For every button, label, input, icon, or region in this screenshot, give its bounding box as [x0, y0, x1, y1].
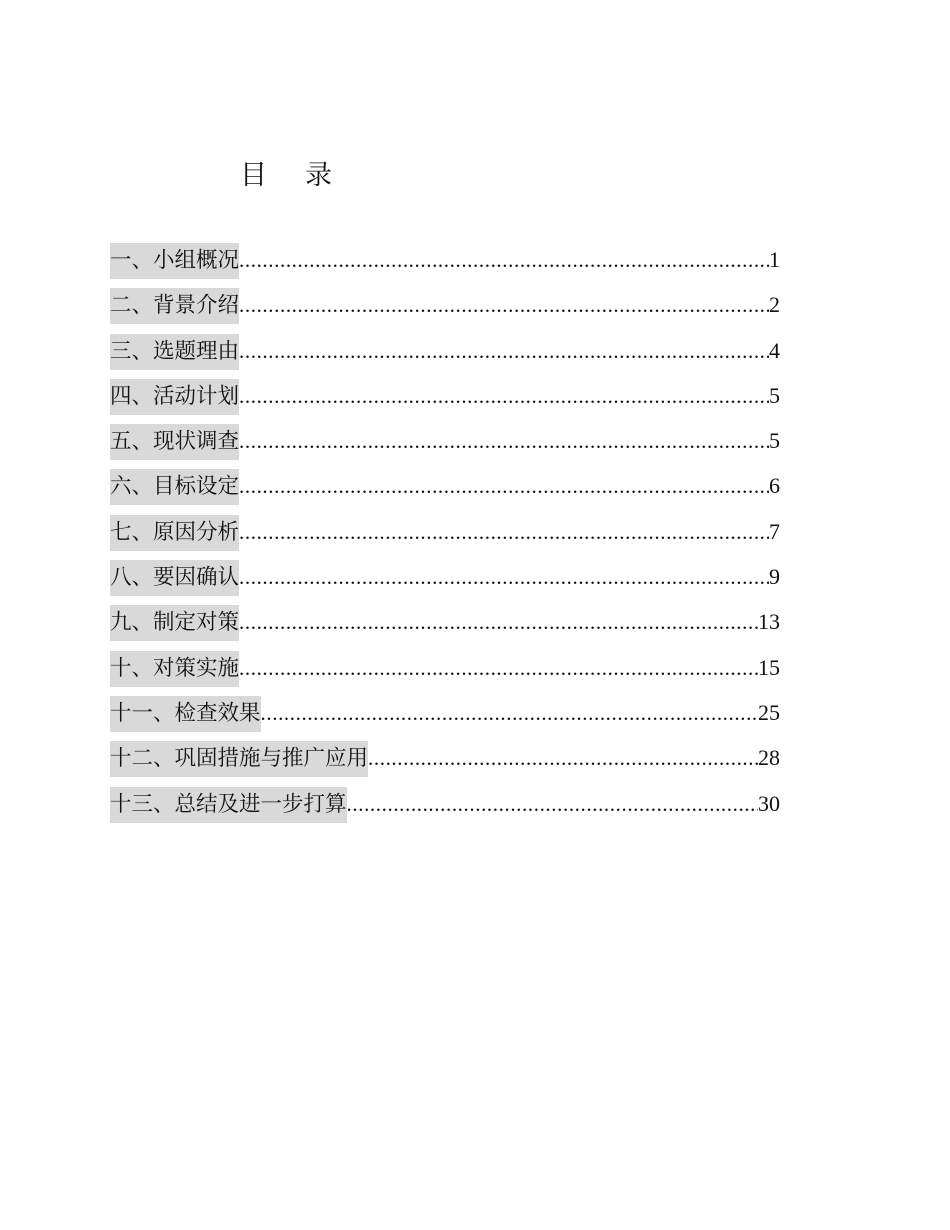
toc-dot-leader	[239, 423, 769, 459]
toc-page-number: 28	[758, 745, 780, 771]
toc-entry[interactable]	[110, 468, 780, 513]
toc-page-number: 1	[769, 247, 780, 272]
toc-entry-label: 十二、巩固措施与推广应用	[110, 741, 368, 777]
toc-entry[interactable]	[110, 604, 780, 649]
toc-title-char: 目	[240, 160, 305, 191]
toc-entry-label: 六、目标设定	[110, 469, 239, 505]
toc-dot-leader	[239, 333, 769, 369]
toc-entry-label: 三、选题理由	[110, 334, 239, 370]
toc-entry[interactable]	[110, 242, 780, 287]
toc-entry[interactable]	[110, 740, 780, 785]
toc-entry-label: 十一、检查效果	[110, 696, 261, 732]
toc-entry[interactable]	[110, 423, 780, 468]
toc-dot-leader	[239, 378, 769, 414]
table-of-contents	[110, 242, 780, 831]
toc-page-number: 15	[758, 654, 780, 680]
toc-entry-label: 一、小组概况	[110, 243, 239, 279]
toc-dot-leader	[239, 650, 758, 686]
toc-entry[interactable]	[110, 695, 780, 740]
toc-title-char: 录	[305, 160, 370, 191]
toc-page-number: 2	[769, 292, 780, 318]
toc-entry[interactable]	[110, 559, 780, 604]
toc-entry[interactable]	[110, 786, 780, 831]
toc-dot-leader	[239, 468, 769, 504]
toc-dot-leader	[239, 604, 758, 640]
toc-entry-label: 二、背景介绍	[110, 288, 239, 324]
toc-entry-label: 四、活动计划	[110, 379, 239, 415]
toc-entry-label: 七、原因分析	[110, 515, 239, 551]
toc-page-number: 25	[758, 699, 780, 725]
toc-page-number: 9	[769, 564, 780, 590]
toc-dot-leader	[347, 786, 758, 822]
toc-entry-label: 十、对策实施	[110, 651, 239, 687]
toc-entry[interactable]	[110, 378, 780, 423]
toc-page-number: 4	[769, 337, 780, 363]
toc-page-number: 13	[758, 609, 780, 635]
toc-title	[240, 158, 370, 194]
toc-dot-leader	[261, 695, 758, 731]
toc-page-number: 5	[769, 428, 780, 454]
toc-entry[interactable]	[110, 333, 780, 378]
toc-entry-label: 十三、总结及进一步打算	[110, 787, 347, 823]
toc-entry[interactable]	[110, 650, 780, 695]
toc-entry[interactable]	[110, 514, 780, 559]
toc-dot-leader	[239, 514, 769, 550]
toc-entry-label: 九、制定对策	[110, 605, 239, 641]
toc-page-number: 7	[769, 518, 780, 544]
toc-dot-leader	[239, 559, 769, 595]
toc-page-number: 30	[758, 790, 780, 816]
toc-dot-leader	[368, 740, 758, 776]
toc-dot-leader	[239, 287, 769, 323]
toc-entry[interactable]	[110, 287, 780, 332]
toc-entry-label: 八、要因确认	[110, 560, 239, 596]
toc-page-number: 5	[769, 382, 780, 408]
toc-page-number: 6	[769, 473, 780, 499]
toc-dot-leader	[239, 242, 769, 278]
toc-entry-label: 五、现状调查	[110, 424, 239, 460]
